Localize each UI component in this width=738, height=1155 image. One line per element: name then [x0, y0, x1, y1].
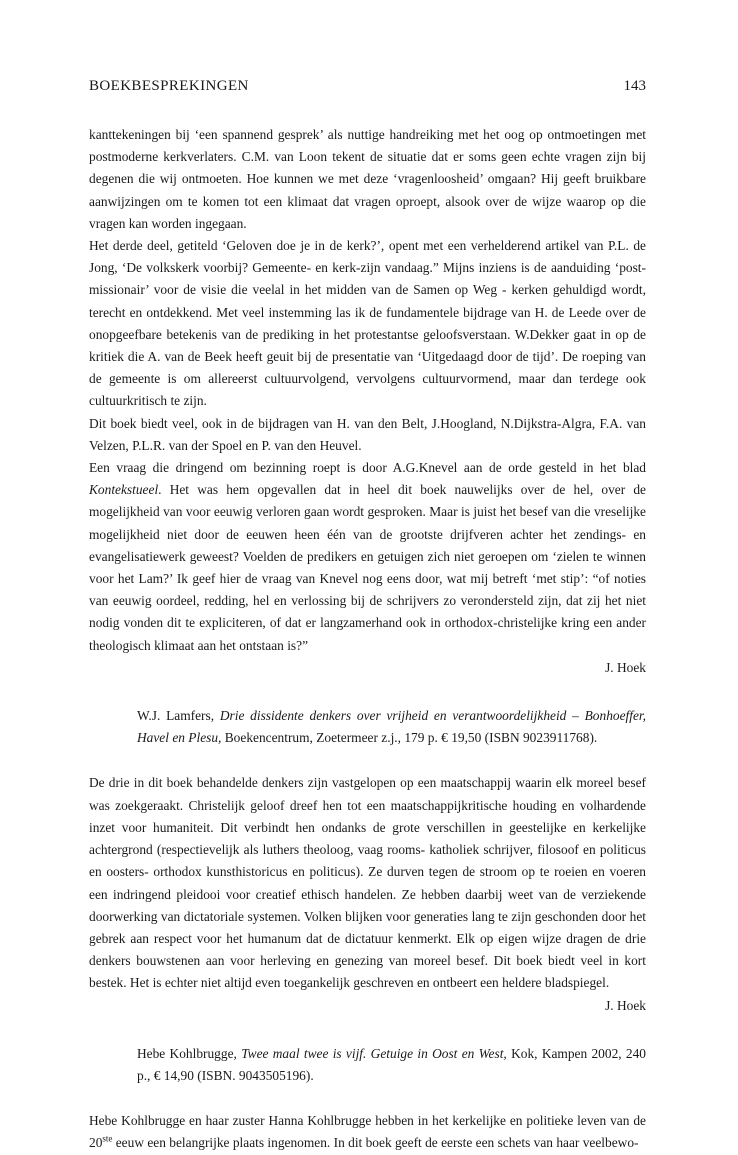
running-title: BOEKBESPREKINGEN — [89, 78, 249, 94]
review1-paragraph-3: Dit boek biedt veel, ook in de bijdragen van H. van den Belt, J.Hoogland, N.Dijkstra-Algra, F.A. van Velzen, P.L.R. van der Spoel en P. van den Heuvel. — [89, 415, 646, 453]
review3-publisher: Kok, Kampen 2002, 240 p., € 14,90 (ISBN. 9043505196). — [137, 1045, 646, 1083]
review2-signature: J. Hoek — [605, 997, 646, 1013]
page-number: 143 — [623, 78, 646, 94]
review2-citation — [137, 705, 646, 749]
review3-text-start: Hebe Kohlbrugge en haar zuster Hanna Kohlbrugge hebben in het kerkelijke en politieke leven van de 20 — [89, 1113, 646, 1151]
review1-signature: J. Hoek — [605, 659, 646, 675]
review3-text-end: eeuw een belangrijke plaats ingenomen. In dit boek geeft de eerste een schets van haar veelbewo- — [112, 1135, 639, 1151]
page-body — [89, 124, 646, 1155]
review3-author: Hebe Kohlbrugge, — [137, 1045, 242, 1061]
review2-author: W.J. Lamfers, — [137, 708, 220, 724]
review3-text — [89, 1110, 646, 1154]
running-header — [89, 78, 646, 100]
review1-p4-end: . Het was hem opgevallen dat in heel dit boek nauwelijks over de hel, over de mogelijkheid van voor eeuwig verloren gaan wordt gesproken. Maar is juist het besef van die vreselijke mogelijkheid niet door de eeuwen heen één van de grootste drijfveren achter het zendings- en evangelisatiewerk geweest? Voelden de predikers en getuigen zich niet geroepen om ‘zielen te winnen voor het Lam?’ Ik geef hier de vraag van Knevel nog eens door, wat mij betreft ‘met stip’: “of noties van eeuwig oordeel, redding, hel en verlossing bij de schrijvers zo verondersteld zijn, dat zij het niet nodig vonden dit te expliciteren, of dat er langzamerhand ook in orthodox-christelijke kring een ander theologisch klimaat aan het ontstaan is?” — [89, 482, 646, 653]
review2-publisher: Boekencentrum, Zoetermeer z.j., 179 p. € 19,50 (ISBN 9023911768). — [221, 730, 598, 746]
review1-p4-start: Een vraag die dringend om bezinning roept is door A.G.Knevel aan de orde gesteld in het blad — [89, 460, 646, 476]
review3-superscript: ste — [102, 1133, 113, 1144]
review1-paragraph-2: Het derde deel, getiteld ‘Geloven doe je in de kerk?’, opent met een verhelderend artikel van P.L. de Jong, ‘De volkskerk voorbij? Gemeente- en kerk-zijn vandaag.” Mijns inziens is de aanduiding ‘post-missionair’ voor de visie die veelal in het midden van de Samen op Weg - kerken gehuldigd wordt, terecht en ontdekkend. Met veel instemming las ik de fundamentele bijdrage van H. de Leede over de onopgeefbare betekenis van de prediking in het protestantse geloofsverstaan. W.Dekker gaat in op de kritiek die A. van de Beek heeft geuit bij de presentatie van ‘Uitgedaagd door de tijd’. De roeping van de gemeente is om allereerst cultuurvolgend, vervolgens cultuurvormend, maar dan terdege ook cultuurkritisch te zijn. — [89, 238, 646, 409]
review1-paragraph-4 — [89, 457, 646, 657]
review1-paragraph-1: kanttekeningen bij ‘een spannend gesprek’ als nuttige handreiking met het oog op ontmoetingen met postmoderne kerkverlaters. C.M. van Loon tekent de situatie dat er soms geen echte vragen zijn bij degenen die wij ontmoeten. Hoe kunnen we met deze ‘vragenloosheid’ omgaan? Hij geeft bruikbare aanwijzingen om te komen tot een klimaat dat vragen oproept, alsook over de wijze waarop op die vragen kan worden ingegaan. — [89, 127, 646, 231]
review3-citation — [137, 1043, 646, 1087]
review2-text: De drie in dit boek behandelde denkers zijn vastgelopen op een maatschappij waarin elk moreel besef was zoekgeraakt. Christelijk geloof dreef hen tot een maatschappijkritische houding en volhardende inzet voor humaniteit. Dit verbindt hen ondanks de grote verschillen in geestelijke en kerkelijke achtergrond (respectievelijk als luthers theoloog, vaag rooms- katholiek schrijver, filosoof en politicus en oosters- orthodox kunsthistoricus en politicus). Ze durven tegen de stroom op te roeien en voeren een indringend pleidooi voor creatief ethisch handelen. Ze hebben daarbij weet van de verziekende doorwerking van dictatoriale systemen. Volken blijken voor generaties lang te zijn geschonden door het gebrek aan respect voor het humanum dat de dictatuur kenmerkt. Elk op eigen wijze dragen de drie denkers bouwstenen aan voor herleving en genezing van moreel besef. Dit boek biedt veel in kort bestek. Het is echter niet altijd even toegankelijk geschreven en ontbeert een heldere bladspiegel. — [89, 775, 646, 991]
review3-title: Twee maal twee is vijf. Getuige in Oost en West, — [241, 1045, 507, 1061]
journal-title: Kontekstueel — [89, 482, 159, 498]
review2-title: Drie dissidente denkers over vrijheid en verantwoordelijkheid – Bonhoeffer, Havel en Plesu, — [137, 708, 646, 746]
